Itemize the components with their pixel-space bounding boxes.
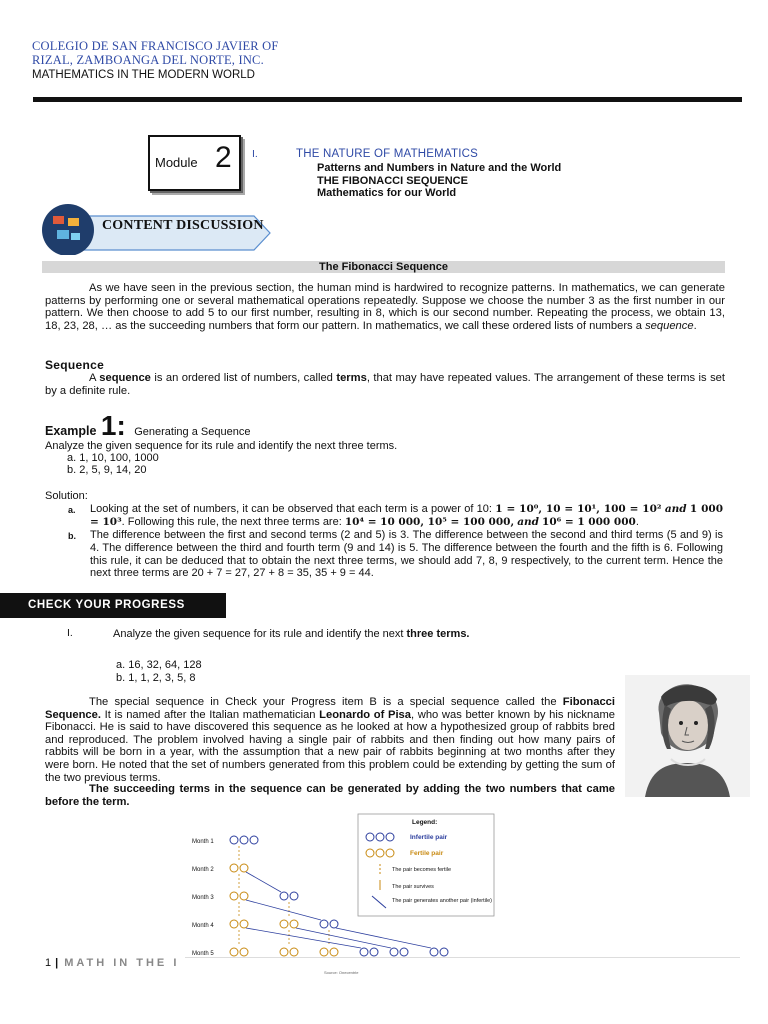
seq-def-mid: is an ordered list of numbers, called — [150, 372, 337, 384]
topic-roman-numeral: I. — [252, 148, 258, 160]
check-progress-question — [113, 627, 493, 641]
example-subtitle: Generating a Sequence — [134, 426, 251, 438]
seq-def-bold2: terms — [336, 372, 367, 384]
legend-becomes-fertile: The pair becomes fertile — [392, 867, 451, 873]
fib-b1: Fibonacci Sequence. — [45, 696, 615, 721]
fib-b2: Leonardo of Pisa — [319, 708, 411, 721]
example-word: Example — [45, 424, 97, 438]
sol-a-math3: 10⁴ = 10 000, 10⁵ = 100 000, — [344, 515, 515, 528]
sequence-heading: Sequence — [45, 358, 105, 372]
topic-title: THE NATURE OF MATHEMATICS — [296, 148, 478, 160]
check-progress-items — [116, 659, 202, 684]
intro-paragraph — [45, 282, 725, 332]
sol-a-and2: and — [517, 515, 539, 528]
rabbit-pair-icon — [230, 836, 258, 844]
intro-text: As we have seen in the previous section, the human mind is hardwired to recognize patterns. In mathematics, we can generate patterns by performing one or several mathematical operations repeatedly. Suppose we choose the number 3 as the first number in our pattern. We then choose to add 5 to our first number, resulting in 8, which is our second number. Repeating the process, we obtain 13, 18, 23, 28, … as the succeeding numbers that form our pattern. In mathematics, we call these ordered lists of numbers a — [45, 282, 725, 332]
topic-subtitle: Mathematics for our World — [317, 187, 457, 199]
example-items — [67, 452, 159, 476]
check-progress-roman: I. — [67, 627, 73, 639]
sol-a-math1: 1 = 10⁰, 10 = 10¹, 100 = 10² — [495, 503, 662, 515]
example-question: Analyze the given sequence for its rule and identify the next three terms. — [45, 440, 398, 452]
rabbit-breeding-figure — [186, 808, 496, 976]
seq-def-end: , that may have repeated values. The arrangement of these terms is set by a definite rule. — [45, 372, 725, 397]
solution-b: The difference between the first and second terms (2 and 5) is 3. The difference between the second and third terms (5 and 9) is 4. The difference between the third and fourth term (9 and 14) is 5. The difference between the fourth and the fifth is 6. Following this rule, it can be deduced that to obtain the next three terms, we should add 7, 8, 9 respectively, to the current term. Hence the next three terms are 20 + 7 = 27, 27 + 8 = 35, 35 + 9 = 44. — [90, 529, 723, 580]
solution-b-label: b. — [68, 531, 76, 541]
content-discussion-label: CONTENT DISCUSSION — [102, 218, 264, 233]
footer-separator: | — [55, 957, 59, 969]
sol-a-and: and — [664, 503, 687, 515]
cyp-q-bold: three terms. — [406, 628, 470, 640]
school-name — [32, 39, 279, 67]
footer-text: MATH IN THE I — [64, 957, 180, 969]
topic-subtitle: THE FIBONACCI SEQUENCE — [317, 174, 468, 187]
month-label: Month 5 — [192, 951, 214, 957]
solution-a-label: a. — [68, 505, 76, 515]
legend-generates: The pair generates another pair (infertile) — [392, 898, 492, 904]
check-progress-item: b. 1, 1, 2, 3, 5, 8 — [116, 671, 196, 684]
topic-subtitle: Patterns and Numbers in Nature and the World — [317, 162, 562, 174]
fib-t3: , who was better known by his nickname Fibonacci. He is said to have discovered this sequence as he looked at how a hypothesized group of rabbits bred and reproduced. The problem involved having a single pair of rabbits and then finding out how many pairs of rabbits will be born in a year, with the assumption that a new pair of rabbits beginning at two months after they were born. He noted that the set of numbers generated from this problem could be extending by getting the sum of the two previous terms. — [45, 708, 615, 784]
solution-label: Solution: — [45, 490, 88, 502]
footer-divider — [185, 957, 740, 958]
fibonacci-paragraph — [45, 696, 615, 784]
sol-a-math4: 10⁶ = 1 000 000 — [542, 515, 636, 528]
fib-t1: The special sequence in Check your Progress item B is a special sequence called the — [89, 696, 563, 708]
check-progress-banner: CHECK YOUR PROGRESS — [0, 593, 226, 618]
content-discussion-banner — [42, 203, 272, 255]
header-divider — [33, 97, 742, 102]
course-title: MATHEMATICS IN THE MODERN WORLD — [32, 69, 255, 81]
intro-italic: sequence — [645, 319, 694, 332]
page-footer — [45, 957, 179, 969]
module-number: 2 — [215, 141, 232, 174]
legend-fertile: Fertile pair — [410, 850, 444, 857]
school-name-line2: RIZAL, ZAMBOANGA DEL NORTE, INC. — [32, 53, 264, 67]
fibonacci-portrait — [625, 675, 750, 797]
cyp-q-text: Analyze the given sequence for its rule and identify the next — [113, 628, 407, 640]
page-number: 1 — [45, 957, 52, 969]
legend-title: Legend: — [412, 819, 438, 826]
month-label: Month 1 — [192, 839, 214, 845]
example-heading — [45, 410, 250, 442]
example-number: 1: — [100, 410, 126, 441]
seq-def-bold1: sequence — [99, 372, 151, 384]
intro-end: . — [693, 319, 697, 332]
sol-a-math2: 1 000 = 10³ — [90, 503, 724, 528]
school-name-line1: COLEGIO DE SAN FRANCISCO JAVIER OF — [32, 39, 279, 53]
fibonacci-rule — [45, 783, 615, 808]
seq-def-a: A — [89, 372, 100, 384]
sol-a-text2: . Following this rule, the next three terms are: — [121, 515, 345, 528]
module-badge — [148, 135, 241, 191]
month-label: Month 4 — [192, 923, 214, 929]
sequence-definition — [45, 372, 725, 397]
solution-a: Looking at the set of numbers, it can be observed that each term is a power of 10: 1 = 10⁰, 10 = 10¹, 100 = 10² and 1 000 = 10³. Following this rule, the next three terms are: 10⁴ = 10 000, 10⁵ = 100 000, and 10⁶ = 1 000 000. — [90, 503, 724, 528]
section-title: The Fibonacci Sequence — [42, 261, 725, 273]
sol-a-text1: Looking at the set of numbers, it can be observed that each term is a power of 10: — [90, 503, 496, 515]
month-label: Month 3 — [192, 895, 214, 901]
example-item: a. 1, 10, 100, 1000 — [67, 452, 159, 464]
fib-rule-text: The succeeding terms in the sequence can be generated by adding the two numbers that came before the term. — [45, 783, 615, 808]
month-label: Month 2 — [192, 867, 214, 873]
fib-t2: It is named after the Italian mathematician — [100, 708, 320, 721]
check-progress-item: a. 16, 32, 64, 128 — [116, 659, 202, 671]
module-word: Module — [155, 155, 198, 170]
legend-survives: The pair survives — [392, 884, 434, 890]
legend-infertile: Infertile pair — [410, 834, 448, 841]
figure-source: Source: Onecentrle — [324, 970, 359, 975]
topic-subtitles — [317, 162, 561, 200]
example-item: b. 2, 5, 9, 14, 20 — [67, 464, 147, 476]
